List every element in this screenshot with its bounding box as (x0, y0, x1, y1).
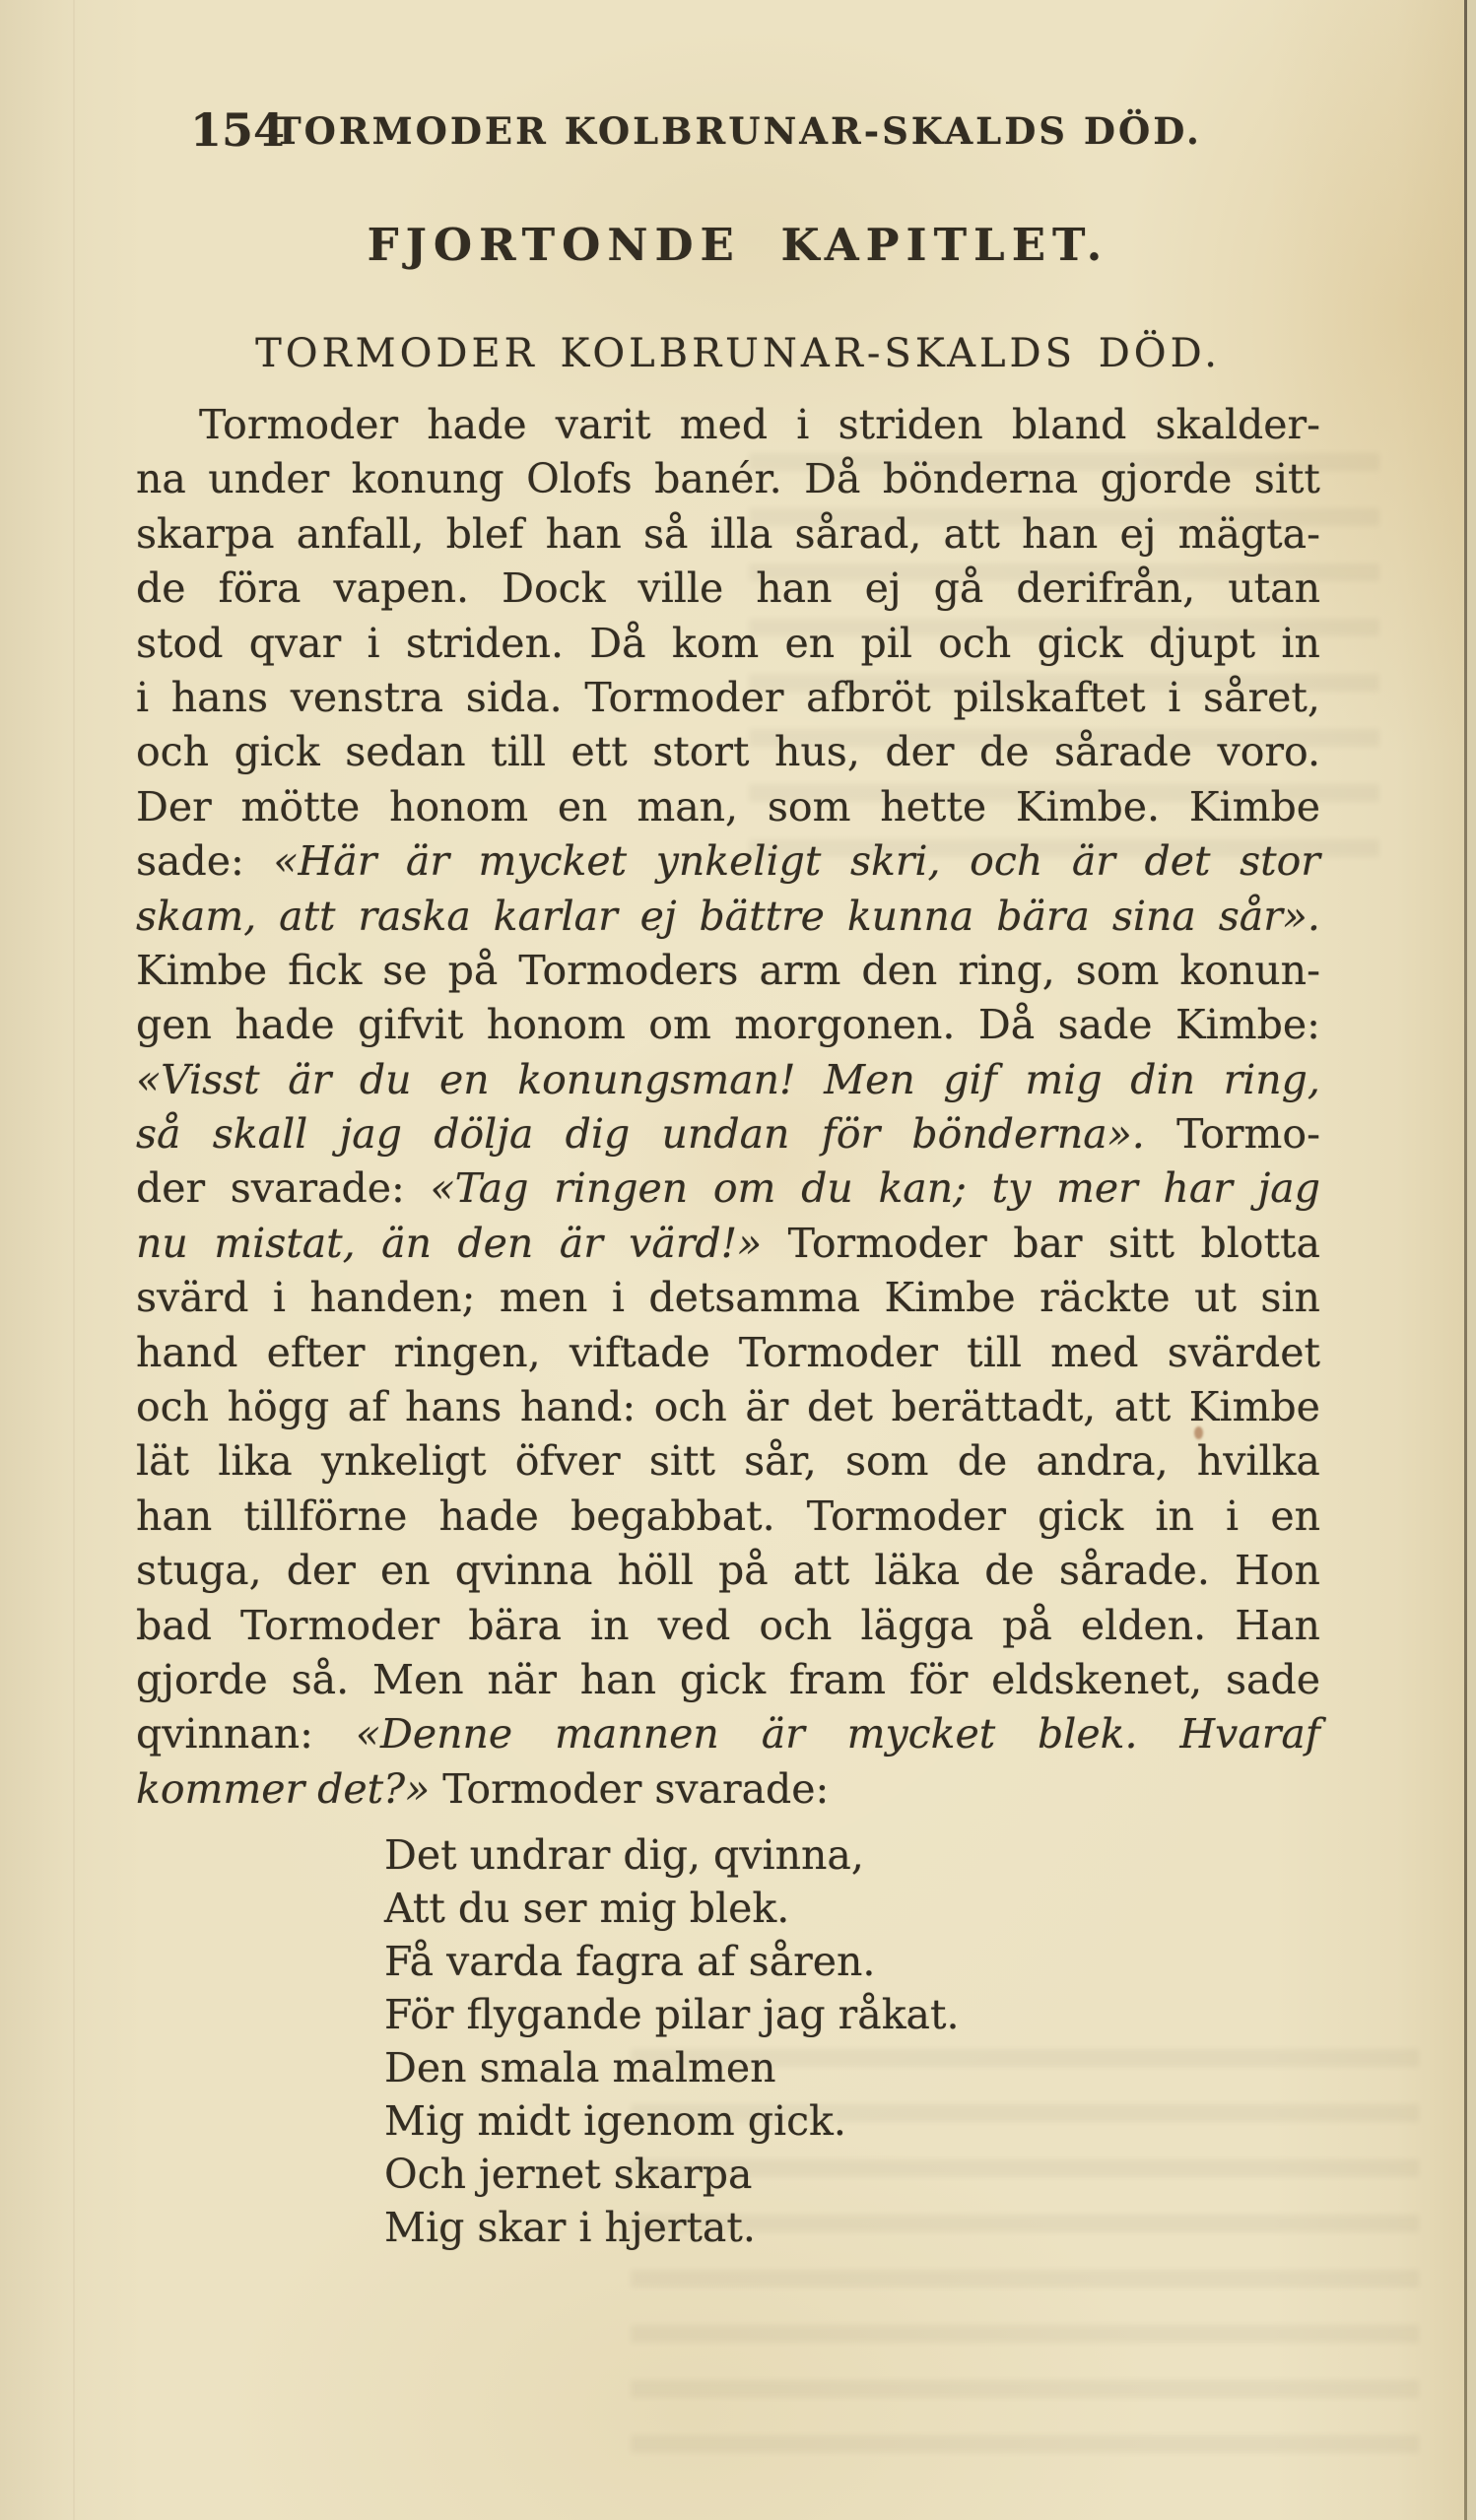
text-line (136, 1653, 1320, 1707)
word: är (1071, 837, 1115, 886)
text-line (136, 1599, 1320, 1653)
word: sår». (1218, 892, 1320, 940)
text-line (136, 398, 1320, 452)
text-line (136, 944, 1320, 998)
word: han (545, 509, 622, 558)
word: bättre (699, 892, 825, 940)
word: som (1075, 946, 1160, 994)
word: «Visst (136, 1055, 260, 1103)
word: blef (445, 509, 524, 558)
word: värd!» (629, 1219, 763, 1267)
word: han (756, 564, 833, 613)
word: med (1050, 1328, 1139, 1376)
word: anfall, (296, 509, 425, 558)
word: gick (679, 1655, 767, 1703)
word: bad (136, 1601, 212, 1649)
text-line (136, 1161, 1320, 1216)
word: sade (1057, 1001, 1153, 1049)
word: undan (661, 1110, 790, 1159)
word: der (136, 1164, 206, 1213)
word: elden. (1080, 1601, 1207, 1649)
word: Kimbe (884, 1274, 1016, 1322)
word: är (559, 1219, 603, 1267)
word: i (272, 1274, 287, 1322)
word: med (679, 401, 769, 448)
paper-crease (73, 0, 75, 2520)
word: gjorde (136, 1655, 268, 1703)
word: de (984, 1547, 1035, 1595)
word: svarade: (230, 1164, 405, 1213)
word: Tormoder (787, 1219, 987, 1267)
word: sitt (1107, 1219, 1175, 1267)
word: hand (136, 1328, 238, 1376)
word: en (784, 619, 836, 667)
word: «Här (273, 837, 377, 886)
word: för (908, 1655, 969, 1703)
word: na (136, 455, 186, 503)
page-number: 154 (190, 103, 286, 157)
word: banér. (654, 455, 782, 503)
word: som (767, 782, 851, 830)
word: bära (468, 1601, 562, 1649)
word: efter (266, 1328, 366, 1376)
word: ved (657, 1601, 731, 1649)
word: ej (1119, 509, 1157, 558)
word: ringen (554, 1164, 689, 1213)
word: till (967, 1328, 1022, 1376)
word: hans (170, 673, 269, 721)
word: det (806, 1383, 873, 1431)
word: mistat, (214, 1219, 356, 1267)
word: ynkeligt (655, 837, 822, 886)
word: voro. (1217, 728, 1320, 776)
verse-line: För flygande pilar jag råkat. (384, 1991, 960, 2038)
word: mycket (478, 837, 628, 886)
text-line (136, 452, 1320, 506)
word: i (367, 619, 380, 667)
word: på (1002, 1601, 1052, 1649)
word: och (136, 1383, 210, 1431)
word: in (1281, 619, 1320, 667)
text-line (136, 1762, 1320, 1817)
word: gick (1038, 1492, 1124, 1540)
word: varit (555, 401, 651, 448)
word: men (499, 1274, 588, 1322)
word: jag (339, 1110, 402, 1159)
word: Kimbe (1188, 782, 1320, 830)
word: berättadt, (891, 1383, 1097, 1431)
word: kom (671, 619, 760, 667)
word: mötte (240, 782, 361, 830)
word: utan (1228, 564, 1320, 613)
word: begabbat. (570, 1492, 775, 1540)
word: arm (759, 946, 841, 994)
verse-line: Mig skar i hjertat. (384, 2204, 756, 2251)
word: är (405, 837, 449, 886)
verse-line: Mig midt igenom gick. (384, 2097, 846, 2145)
word: bönderna». (911, 1110, 1145, 1159)
page-edge-strip (1467, 0, 1476, 2520)
word: till (491, 728, 546, 776)
word: stort (652, 728, 750, 776)
word: viftade (569, 1328, 710, 1376)
verse-line: Och jernet skarpa (384, 2151, 753, 2198)
word: stuga, (136, 1547, 262, 1595)
word: kan; (878, 1164, 967, 1213)
text-line (136, 834, 1320, 889)
word: illa (709, 509, 773, 558)
word: och (970, 837, 1043, 886)
word: sitt (648, 1437, 715, 1486)
word: under (208, 455, 330, 503)
word: vapen. (333, 564, 470, 613)
word: du (359, 1055, 412, 1103)
text-line (136, 617, 1320, 671)
word: Kimbe (136, 946, 268, 994)
word: stor (1240, 837, 1320, 886)
word: hade (438, 1492, 539, 1540)
word: skarpa (136, 509, 275, 558)
word: Men (371, 1655, 464, 1703)
word: sin (1260, 1274, 1320, 1322)
word: sårade (1053, 728, 1193, 776)
text-line (136, 725, 1320, 779)
word: i (1168, 673, 1181, 721)
word: Kimbe: (1174, 1001, 1320, 1049)
word: handen; (309, 1274, 476, 1322)
word: honom (389, 782, 529, 830)
word: räckte (1040, 1274, 1171, 1322)
word: blotta (1200, 1219, 1320, 1267)
word: det (1144, 837, 1211, 886)
word: Då (589, 619, 646, 667)
word: Tormoder (442, 1764, 642, 1813)
word: en (557, 782, 608, 830)
word: lika (218, 1437, 293, 1486)
word: fick (288, 946, 363, 994)
text-line (136, 998, 1320, 1052)
word: Tormo- (1176, 1110, 1320, 1159)
word: svarade: (654, 1764, 830, 1813)
text-line (136, 1217, 1320, 1271)
word: detsamma (648, 1274, 861, 1322)
word: Olofs (526, 455, 633, 503)
text-line (136, 1490, 1320, 1544)
word: svärdet (1167, 1328, 1320, 1376)
word: för (821, 1110, 881, 1159)
text-line (136, 1380, 1320, 1434)
word: bönderna (882, 455, 1079, 503)
verse (384, 1828, 960, 2254)
word: han (579, 1655, 657, 1703)
word: ej (639, 892, 677, 940)
word: en (379, 1547, 431, 1595)
word: striden (838, 401, 983, 448)
word: är (288, 1055, 332, 1103)
word: såret, (1203, 673, 1320, 721)
word: sida. (465, 673, 563, 721)
word: Han (1235, 1601, 1320, 1649)
word: ring, (958, 946, 1055, 994)
word: gif (943, 1055, 997, 1103)
word: «Denne (355, 1710, 513, 1758)
word: nu (136, 1219, 188, 1267)
verse-line: Att du ser mig blek. (384, 1885, 790, 1932)
word: så (136, 1110, 181, 1159)
word: sade (1225, 1655, 1320, 1703)
word: pilskaftet (953, 673, 1146, 721)
word: hade (235, 1001, 335, 1049)
word: kommer (136, 1764, 305, 1813)
word: venstra (290, 673, 444, 721)
text-line (136, 671, 1320, 725)
text-line (136, 1271, 1320, 1325)
word: än (381, 1219, 432, 1267)
word: hvilka (1196, 1437, 1320, 1486)
word: Tormoder (584, 673, 784, 721)
word: gifvit (358, 1001, 464, 1049)
word: striden. (405, 619, 565, 667)
word: hette (880, 782, 987, 830)
text-line (136, 1707, 1320, 1761)
word: i (136, 673, 150, 721)
word: derifrån, (1016, 564, 1196, 613)
text-line (136, 890, 1320, 944)
word: sade: (136, 837, 244, 886)
word: Men (824, 1055, 915, 1103)
word: höll (617, 1547, 694, 1595)
word: Tormoder (806, 1492, 1006, 1540)
word: gick (234, 728, 320, 776)
word: Kimbe (1188, 1383, 1320, 1431)
word: gen (136, 1001, 212, 1049)
word: om (712, 1164, 776, 1213)
word: så. (291, 1655, 350, 1703)
word: lägga (860, 1601, 974, 1649)
word: Då (977, 1001, 1036, 1049)
word: öfver (514, 1437, 621, 1486)
word: de (978, 728, 1030, 776)
word: ut (1194, 1274, 1237, 1322)
word: Dock (502, 564, 606, 613)
word: hus, (773, 728, 860, 776)
word: mig (1025, 1055, 1103, 1103)
word: att (279, 892, 336, 940)
section-heading: TORMODER KOLBRUNAR-SKALDS DÖD. (255, 331, 1221, 376)
word: honom (486, 1001, 626, 1049)
word: afbröt (806, 673, 931, 721)
word: Der (136, 782, 212, 830)
text-line (136, 1107, 1320, 1161)
word: svärd (136, 1274, 249, 1322)
word: läka (874, 1547, 961, 1595)
word: är (745, 1383, 789, 1431)
page-header (0, 103, 1476, 157)
word: kunna (846, 892, 974, 940)
word: in (1155, 1492, 1194, 1540)
verse-line: Den smala malmen (384, 2044, 776, 2091)
text-line (136, 562, 1320, 616)
word: andra, (1036, 1437, 1169, 1486)
text-line (136, 1053, 1320, 1107)
word: skam, (136, 892, 257, 940)
word: du (801, 1164, 853, 1213)
word: pil (860, 619, 912, 667)
word: i (1226, 1492, 1240, 1540)
word: Hvaraf (1179, 1710, 1320, 1758)
word: mägta- (1177, 509, 1320, 558)
word: om (648, 1001, 711, 1049)
running-title: TORMODER KOLBRUNAR-SKALDS DÖD. (274, 109, 1202, 153)
word: i (611, 1274, 625, 1322)
word: den (861, 946, 938, 994)
text-line (136, 507, 1320, 562)
word: ett (570, 728, 628, 776)
word: det?» (317, 1764, 431, 1813)
word: en (1270, 1492, 1320, 1540)
word: morgonen. (734, 1001, 956, 1049)
word: och (759, 1601, 833, 1649)
word: gå (933, 564, 984, 613)
word: raska (358, 892, 471, 940)
word: den (457, 1219, 534, 1267)
word: hans (404, 1383, 503, 1431)
word: har (1163, 1164, 1233, 1213)
word: bland (1011, 401, 1127, 448)
word: dölja (434, 1110, 534, 1159)
word: jag (1257, 1164, 1320, 1213)
word: djupt (1149, 619, 1256, 667)
word: sårade. (1058, 1547, 1210, 1595)
word: föra (218, 564, 302, 613)
word: i (796, 401, 810, 448)
text-line (136, 1326, 1320, 1380)
word: bar (1013, 1219, 1083, 1267)
word: lät (136, 1437, 190, 1486)
word: Då (804, 455, 861, 503)
word: stod (136, 619, 224, 667)
word: på (718, 1547, 769, 1595)
text-line (136, 780, 1320, 834)
word: bära (996, 892, 1090, 940)
word: sitt (1253, 455, 1320, 503)
word: han (1022, 509, 1099, 558)
word: ynkeligt (320, 1437, 487, 1486)
word: konungsman! (517, 1055, 796, 1103)
word: ty (991, 1164, 1032, 1213)
paragraph (136, 398, 1320, 1817)
word: qvinna (454, 1547, 593, 1595)
word: af (347, 1383, 387, 1431)
word: dig (565, 1110, 631, 1159)
verse-line: Få varda fagra af såren. (384, 1938, 876, 1985)
verse-line: Det undrar dig, qvinna, (384, 1831, 864, 1879)
word: der (286, 1547, 356, 1595)
text-line (136, 1544, 1320, 1598)
word: de (957, 1437, 1008, 1486)
word: eldskenet, (991, 1655, 1203, 1703)
word: blek. (1038, 1710, 1138, 1758)
word: fram (788, 1655, 887, 1703)
word: man, (637, 782, 739, 830)
word: mannen (555, 1710, 719, 1758)
word: ring, (1223, 1055, 1320, 1103)
word: högg (227, 1383, 330, 1431)
word: skalder- (1155, 401, 1320, 448)
word: och (136, 728, 210, 776)
word: på (447, 946, 499, 994)
word: qvinnan: (136, 1710, 313, 1758)
word: ringen, (393, 1328, 541, 1376)
word: konung (351, 455, 504, 503)
word: Kimbe. (1015, 782, 1161, 830)
word: som (844, 1437, 929, 1486)
word: mycket (846, 1710, 996, 1758)
word: när (487, 1655, 557, 1703)
word: gick (1037, 619, 1123, 667)
word: en (439, 1055, 490, 1103)
word: ville (637, 564, 724, 613)
word: karlar (493, 892, 618, 940)
word: gjorde (1100, 455, 1233, 503)
word: och (653, 1383, 727, 1431)
word: sina (1111, 892, 1196, 940)
word: «Tag (430, 1164, 529, 1213)
word: din (1130, 1055, 1195, 1103)
word: mer (1055, 1164, 1138, 1213)
word: in (590, 1601, 630, 1649)
word: de (136, 564, 186, 613)
word: Tormoder (240, 1601, 440, 1649)
word: hade (427, 401, 527, 448)
word: skri, (849, 837, 941, 886)
word: Tormoders (518, 946, 739, 994)
word: hand: (519, 1383, 637, 1431)
word: se (382, 946, 428, 994)
word: är (761, 1710, 805, 1758)
word: Hon (1235, 1547, 1320, 1595)
word: att (792, 1547, 850, 1595)
word: sår, (744, 1437, 817, 1486)
word: skall (212, 1110, 308, 1159)
word: ej (864, 564, 902, 613)
text-line (136, 1434, 1320, 1489)
word: qvar (248, 619, 342, 667)
word: att (1113, 1383, 1172, 1431)
word: der (885, 728, 955, 776)
word: att (943, 509, 1000, 558)
word: sårad, (794, 509, 922, 558)
chapter-heading: FJORTONDE KAPITLET. (367, 219, 1109, 271)
word: Tormoder (738, 1328, 939, 1376)
word: tillförne (243, 1492, 408, 1540)
word: han (136, 1492, 213, 1540)
word: och (938, 619, 1012, 667)
word: sedan (345, 728, 466, 776)
word: så (642, 509, 689, 558)
word: Tormoder (199, 401, 399, 448)
word: konun- (1179, 946, 1320, 994)
